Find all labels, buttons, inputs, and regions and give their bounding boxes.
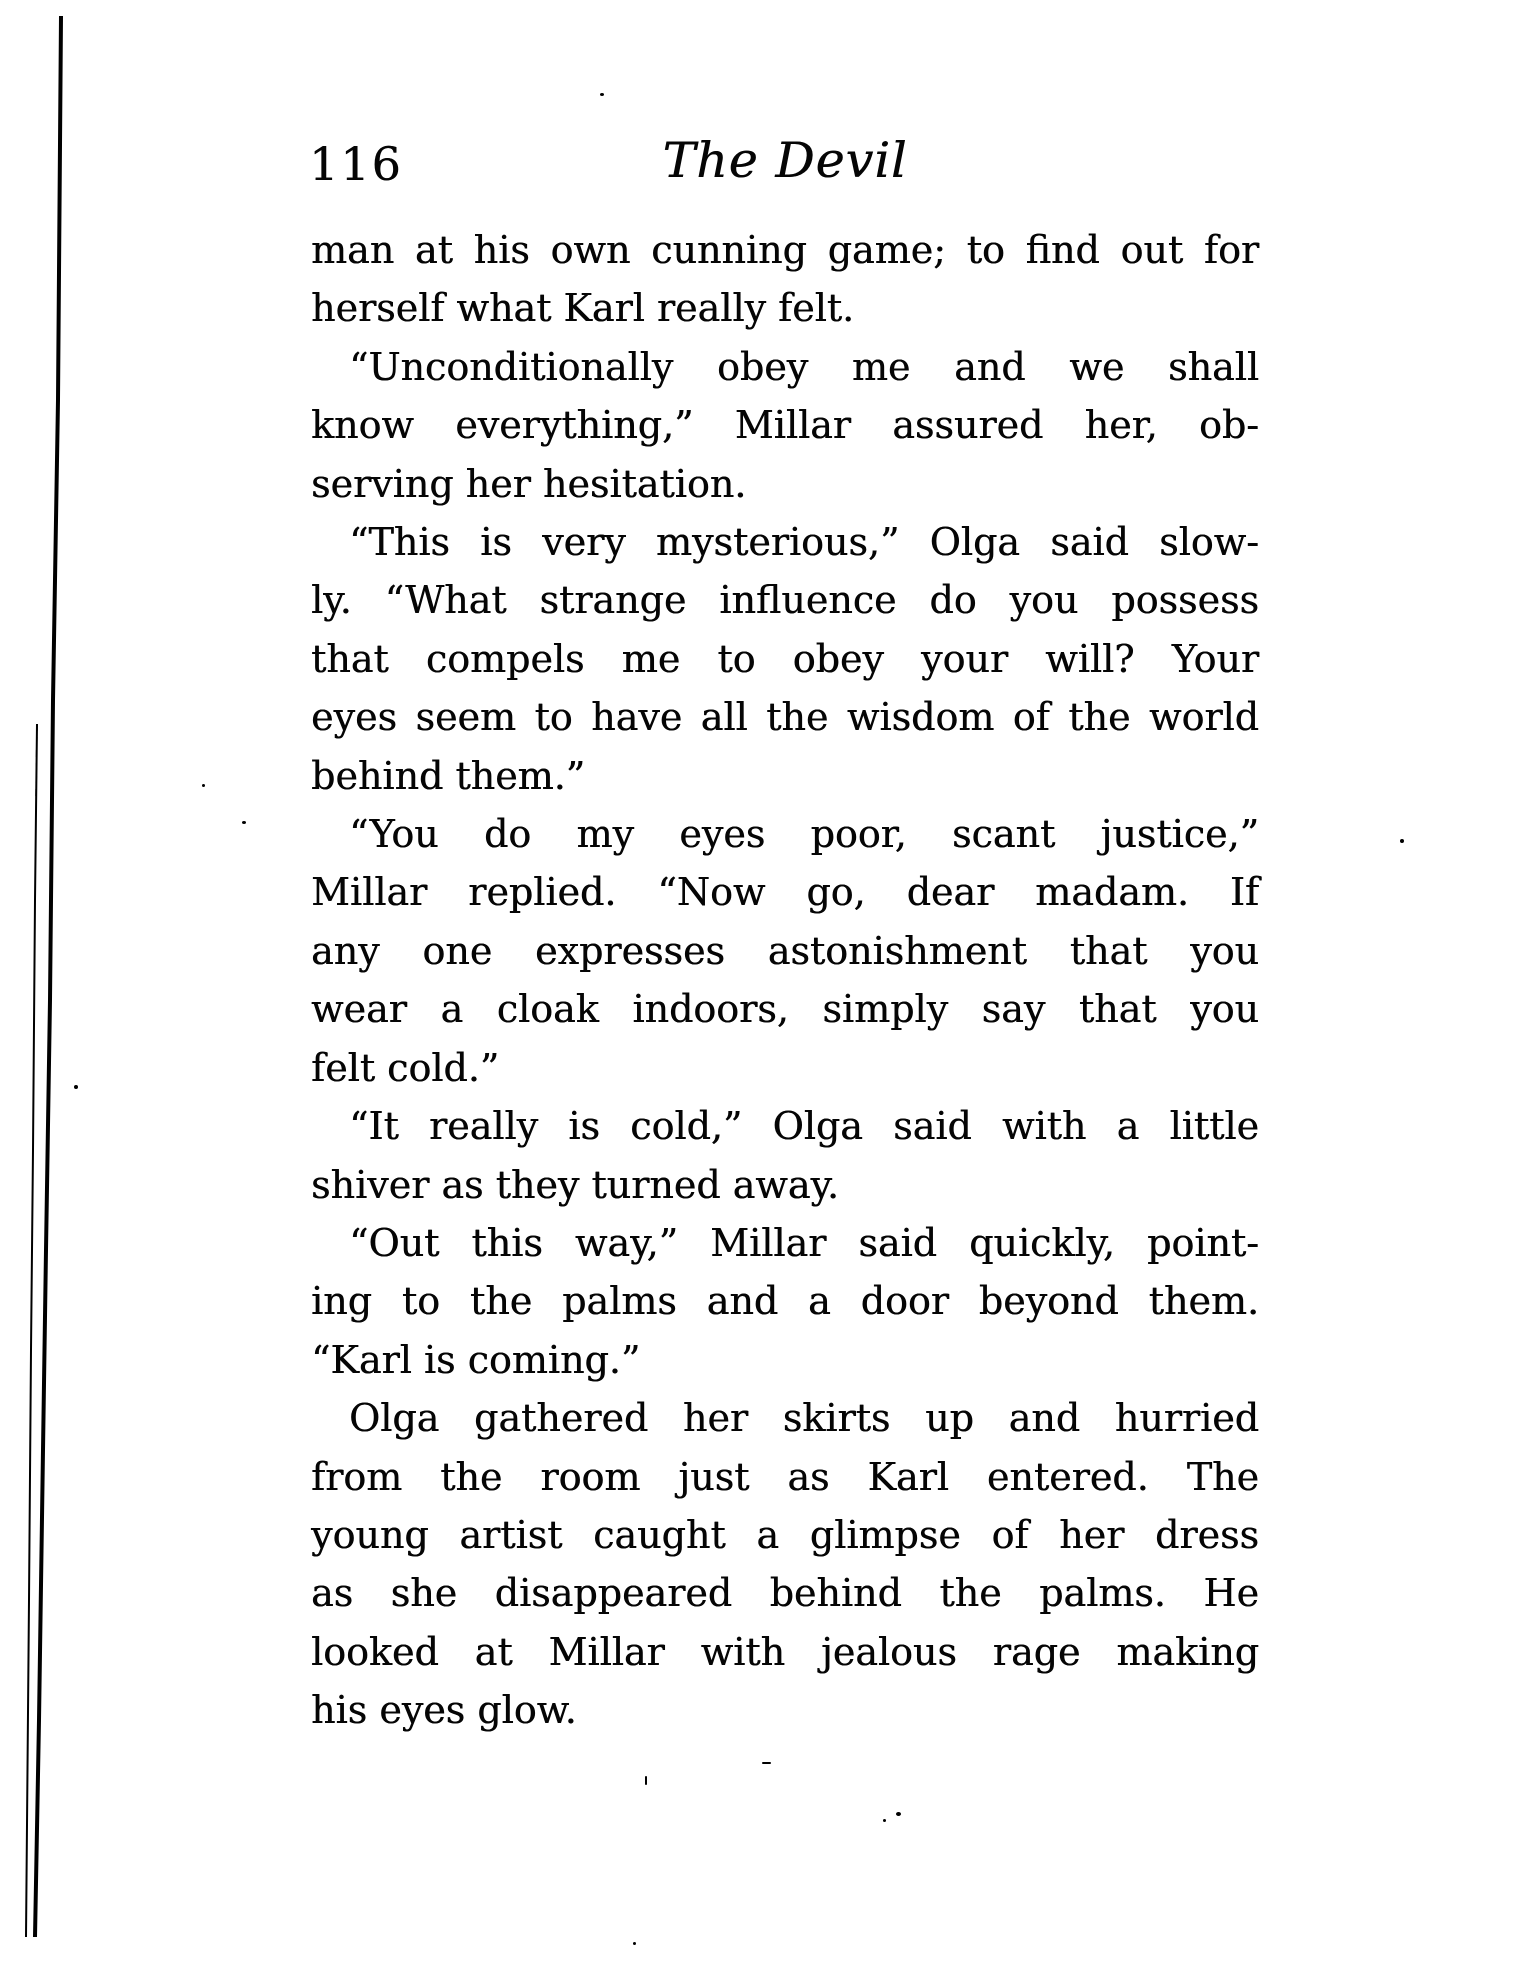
dust-speck (600, 93, 604, 96)
body-line: Millar replied. “Now go, dear madam. If (311, 870, 1259, 915)
body-line: Olga gathered her skirts up and hurried (349, 1396, 1259, 1441)
body-line: any one expresses astonishment that you (311, 928, 1259, 973)
body-line: wear a cloak indoors, simply say that you (311, 987, 1259, 1032)
body-line: his eyes glow. (311, 1688, 577, 1733)
dust-speck (633, 1942, 636, 1945)
body-line: from the room just as Karl entered. The (311, 1454, 1259, 1499)
body-line: behind them.” (311, 753, 586, 798)
body-line: herself what Karl really felt. (311, 286, 855, 331)
body-line: eyes seem to have all the wisdom of the world (311, 695, 1259, 740)
dust-speck (74, 1085, 78, 1089)
body-line: “Karl is coming.” (311, 1337, 641, 1382)
dust-speck (762, 1762, 771, 1764)
body-line: serving her hesitation. (311, 461, 747, 506)
body-text (311, 221, 1259, 1740)
dust-speck (896, 1812, 901, 1816)
body-line: “You do my eyes poor, scant justice,” (349, 812, 1259, 857)
body-line: “Out this way,” Millar said quickly, point- (349, 1220, 1259, 1265)
body-line: “It really is cold,” Olga said with a little (349, 1104, 1259, 1149)
dust-speck (645, 1776, 647, 1785)
dust-speck (883, 1819, 886, 1822)
dust-speck (242, 821, 246, 824)
page-number: 116 (309, 137, 403, 191)
body-line: “Unconditionally obey me and we shall (349, 344, 1259, 389)
dust-speck (202, 784, 205, 787)
body-line: ly. “What strange influence do you possess (311, 578, 1259, 623)
body-line: that compels me to obey your will? Your (311, 636, 1259, 681)
body-line: young artist caught a glimpse of her dress (311, 1512, 1259, 1557)
body-line: man at his own cunning game; to find out for (311, 228, 1259, 272)
body-line: know everything,” Millar assured her, ob- (311, 403, 1259, 448)
dust-speck (1400, 839, 1404, 843)
body-line: “This is very mysterious,” Olga said slow- (349, 520, 1259, 565)
running-title: The Devil (662, 132, 908, 189)
body-line: felt cold.” (311, 1045, 500, 1090)
body-line: shiver as they turned away. (311, 1162, 839, 1207)
body-line: looked at Millar with jealous rage making (311, 1629, 1259, 1674)
body-line: as she disappeared behind the palms. He (311, 1571, 1259, 1616)
body-line: ing to the palms and a door beyond them. (311, 1279, 1259, 1324)
page-edge-line (0, 0, 90, 1987)
